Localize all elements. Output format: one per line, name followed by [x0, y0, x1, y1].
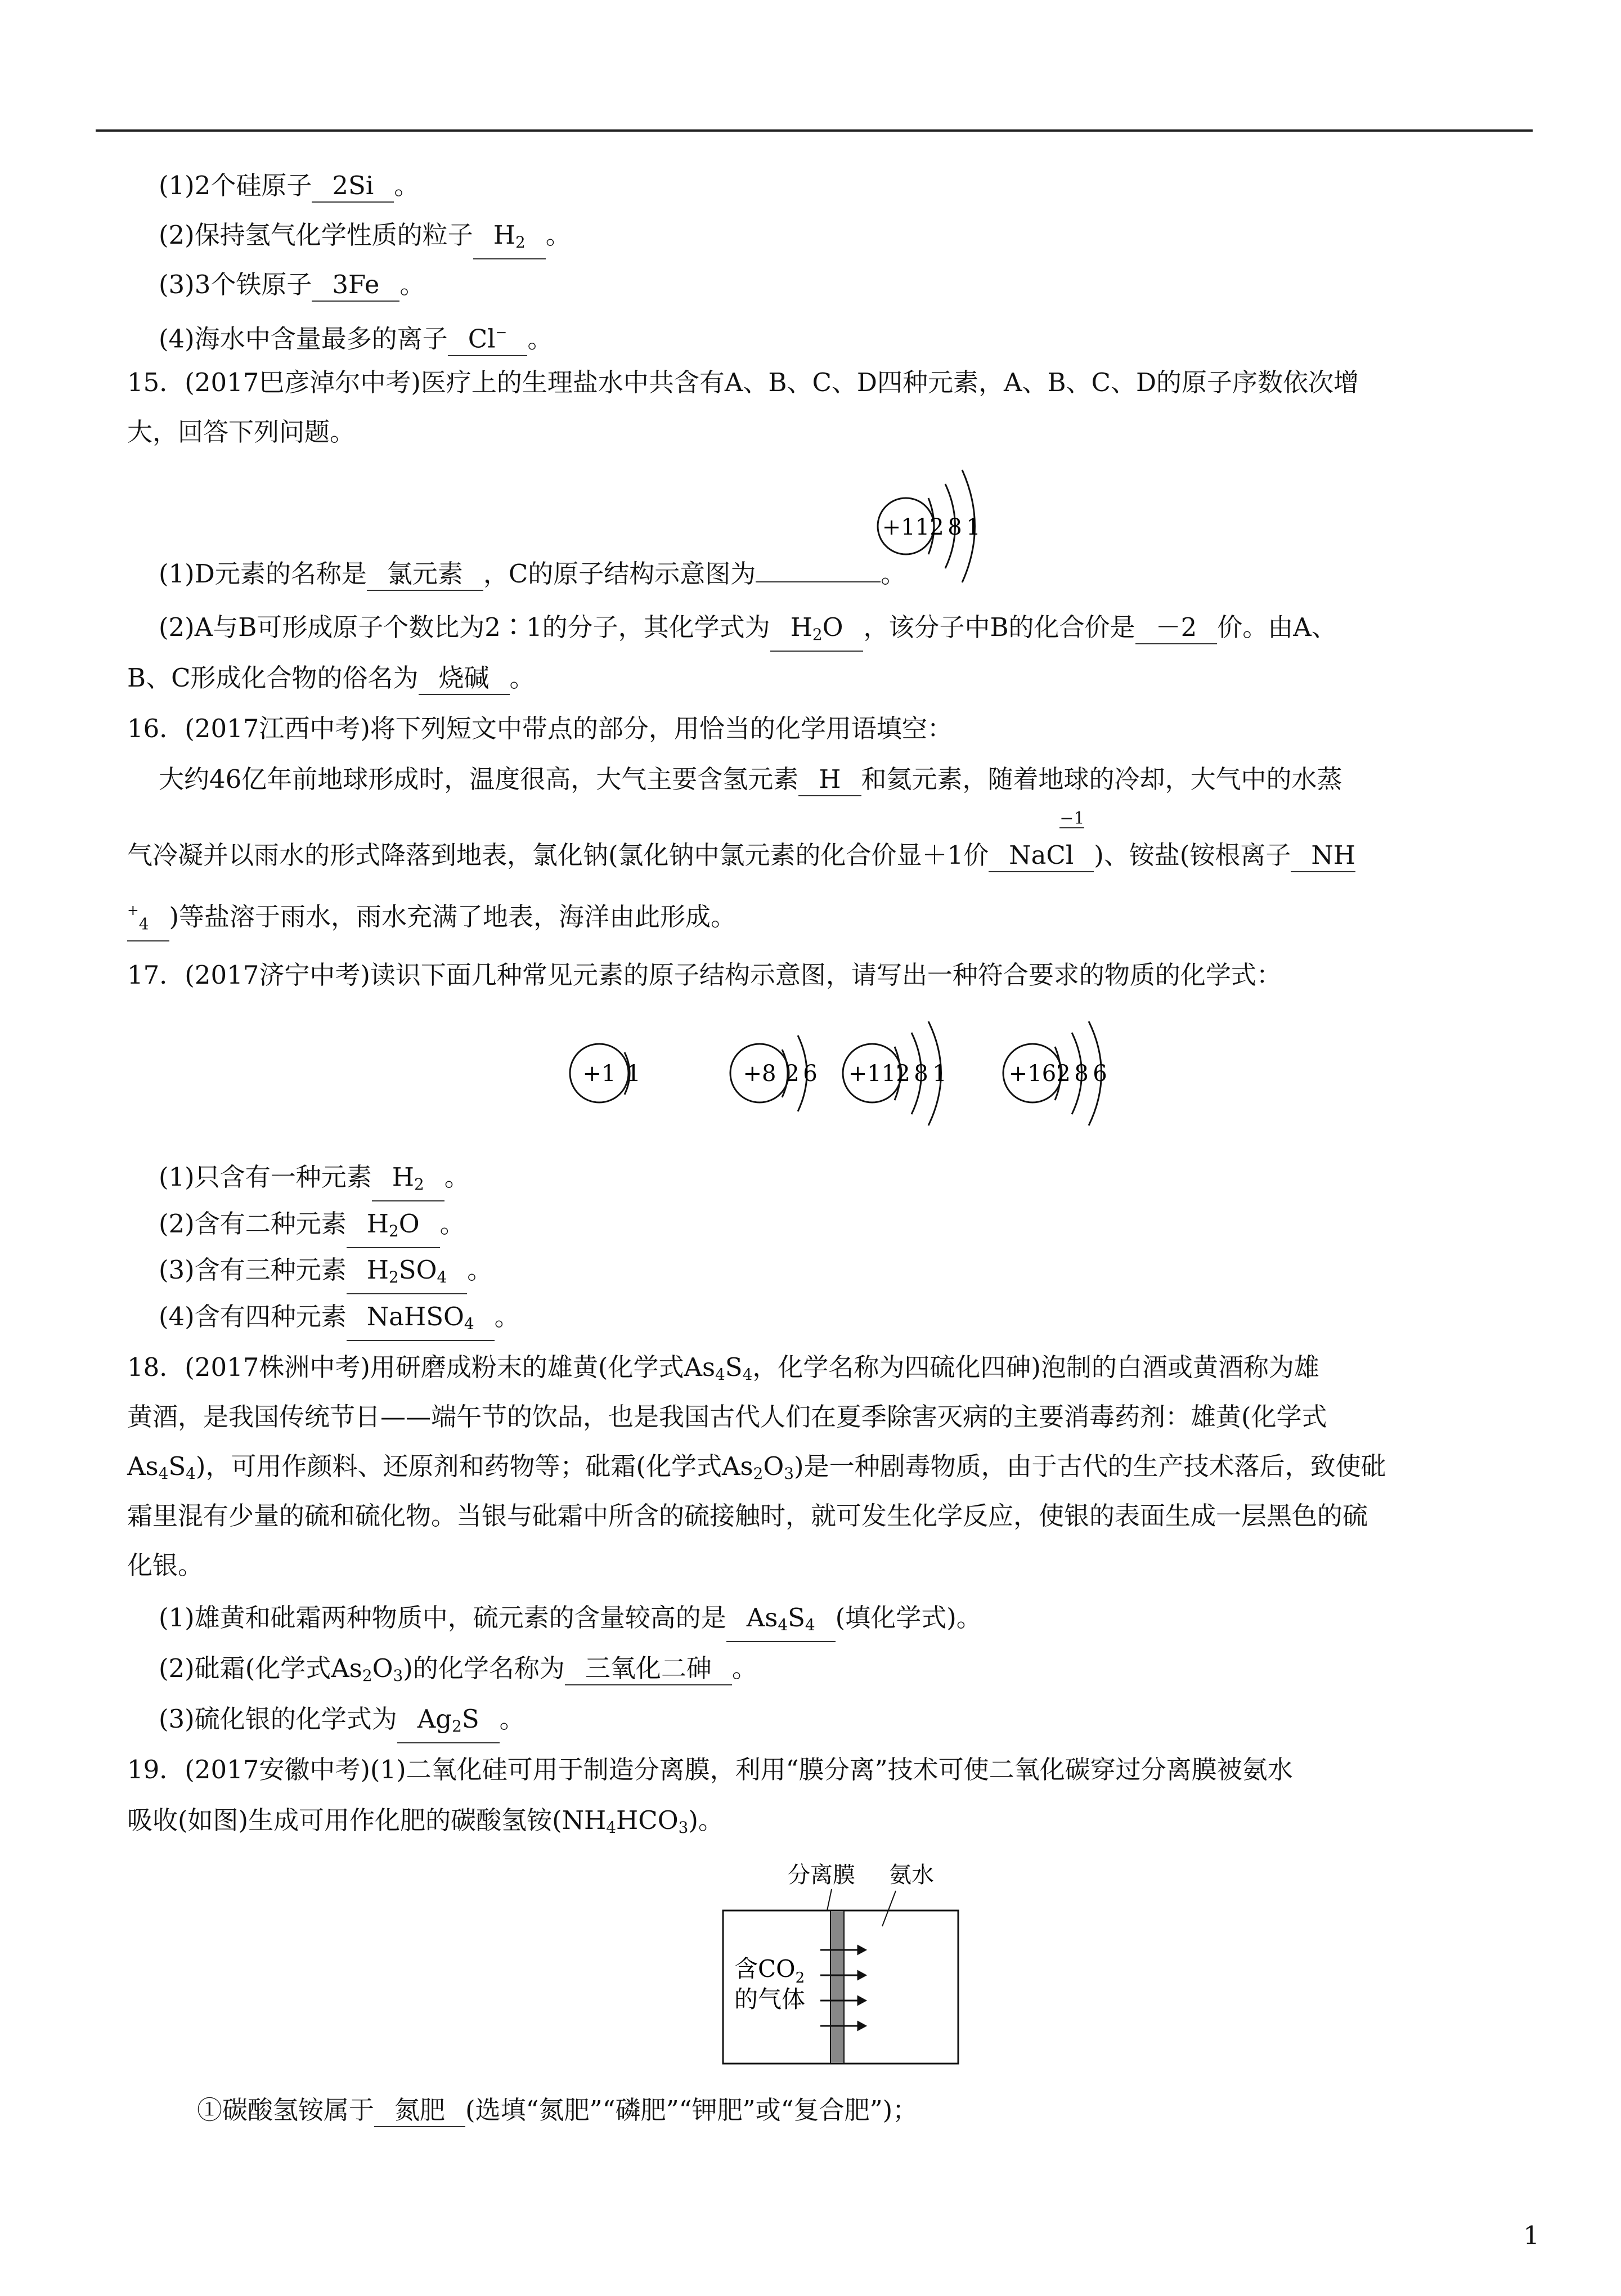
answer-blank: Cl−	[448, 317, 528, 356]
q16-line3: +$_4$ )等盐溶于雨水，雨水充满了地表，海洋由此形成。	[127, 895, 736, 941]
svg-text:+11: +11	[848, 1061, 896, 1087]
q15-stem-line1: 15．(2017巴彦淖尔中考)医疗上的生理盐水中共含有A、B、C、D四种元素，A、B、C、D的原子序数依次增	[127, 367, 1359, 397]
q17-part3: (3)含有三种元素 $H_2SO_4$ 。	[159, 1253, 492, 1294]
membrane-pointer	[827, 1889, 832, 1911]
svg-text:1: 1	[626, 1061, 641, 1087]
answer-blank: $H_2$	[372, 1162, 444, 1201]
q17-part1: (1)只含有一种元素 $H_2$ 。	[159, 1160, 470, 1201]
q18-line3: $As_4S_4$)，可用作颜料、还原剂和药物等；砒霜(化学式$As_2O_3$)是一种剧毒物质，由于古代的生产技术落后，致使砒	[127, 1451, 1386, 1483]
answer-blank: $H_2SO_4$	[347, 1254, 467, 1294]
q14-part2: (2)保持氢气化学性质的粒子 $H_2$ 。	[159, 218, 571, 259]
gas-label-line1: 含$CO_2$	[734, 1955, 805, 1986]
q18-part1: (1)雄黄和砒霜两种物质中，硫元素的含量较高的是 $As_4S_4$ (填化学式)。	[159, 1601, 982, 1642]
header-rule	[96, 129, 1533, 132]
q18-line5: 化银。	[127, 1550, 204, 1580]
answer-blank: +$_4$	[127, 895, 169, 941]
q17-part4: (4)含有四种元素 NaHSO$_4$ 。	[159, 1300, 520, 1341]
answer-blank: 3Fe	[312, 269, 399, 302]
page-number: 1	[1523, 2221, 1539, 2250]
answer-blank: $H_2O$	[770, 612, 864, 652]
q18-line2: 黄酒，是我国传统节日——端午节的饮品，也是我国古代人们在夏季除害灭病的主要消毒药剂：雄黄(化学式	[127, 1402, 1327, 1432]
answer-blank: $H_2$	[473, 219, 546, 259]
answer-blank: 氯元素	[367, 558, 483, 591]
shell-count-3: 1	[966, 514, 981, 540]
answer-blank: 三氧化二砷	[565, 1653, 732, 1685]
q17-atom-diagrams	[560, 1021, 1145, 1134]
q18-part2: (2)砒霜(化学式$As_2O_3$)的化学名称为 三氧化二砷 。	[159, 1653, 757, 1685]
svg-text:2: 2	[896, 1061, 910, 1087]
q14-part4: (4)海水中含量最多的离子 Cl− 。	[159, 317, 553, 356]
ammonia-pointer	[882, 1891, 896, 1926]
q14-part3: (3)3个铁原子 3Fe 。	[159, 268, 425, 302]
answer-blank: 烧碱	[419, 662, 510, 695]
q15-part2-line1: (2)A与B可形成原子个数比为2∶1的分子，其化学式为 $H_2O$ ，该分子中B的化合价是 －2 价。由A、	[159, 611, 1337, 652]
gas-label-line2: 的气体	[734, 1985, 806, 2013]
q15-part2-line2: B、C形成化合物的俗名为 烧碱 。	[127, 661, 535, 695]
q19-line1: 19．(2017安徽中考)(1)二氧化硅可用于制造分离膜，利用“膜分离”技术可使二氧化碳穿过分离膜被氨水	[127, 1755, 1293, 1784]
svg-text:2: 2	[1056, 1061, 1071, 1087]
atom-sodium	[843, 1021, 947, 1125]
shell-count-2: 8	[948, 514, 962, 540]
q17-stem: 17．(2017济宁中考)读识下面几种常见元素的原子结构示意图，请写出一种符合要求的物质的化学式：	[127, 960, 1282, 990]
answer-blank: 氮肥	[374, 2095, 465, 2127]
q14-part1: (1)2个硅原子 2Si 。	[159, 169, 419, 203]
answer-blank: NH	[1291, 840, 1355, 872]
q16-line1: 大约46亿年前地球形成时，温度很高，大气主要含氢元素 H 和氦元素，随着地球的冷却，大气中的水蒸	[159, 763, 1342, 796]
answer-blank: 2Si	[312, 170, 394, 203]
svg-text:+16: +16	[1008, 1061, 1057, 1087]
answer-blank: $As_4S_4$	[726, 1602, 836, 1642]
atom-oxygen	[730, 1035, 818, 1111]
q18-part3: (3)硫化银的化学式为 $Ag_2S$ 。	[159, 1702, 525, 1743]
atom-sulfur	[1003, 1021, 1107, 1125]
membrane-separation-diagram	[720, 1854, 973, 2068]
ammonia-label: 氨水	[889, 1862, 934, 1888]
valence-mark: −1	[1059, 809, 1085, 828]
membrane-bar	[830, 1911, 844, 2064]
membrane-label: 分离膜	[788, 1862, 855, 1888]
svg-text:1: 1	[932, 1061, 947, 1087]
q15-part1: (1)D元素的名称是 氯元素 ，C的原子结构示意图为 。	[159, 557, 906, 591]
answer-blank: NaHSO$_4$	[347, 1301, 495, 1341]
answer-blank: $Ag_2S$	[397, 1703, 500, 1743]
svg-text:6: 6	[1093, 1061, 1107, 1087]
svg-text:+8: +8	[743, 1061, 776, 1087]
atom-hydrogen	[570, 1044, 641, 1102]
q19-part1: ①碳酸氢铵属于 氮肥 (选填“氮肥”“磷肥”“钾肥”或“复合肥”)；	[197, 2093, 918, 2127]
answer-blank: NaCl −1	[989, 840, 1094, 872]
q16-line2: 气冷凝并以雨水的形式降落到地表，氯化钠(氯化钠中氯元素的化合价显＋1价 NaCl −1 )、铵盐(铵根离子 NH	[127, 838, 1355, 872]
q18-line1: 18．(2017株洲中考)用研磨成粉末的雄黄(化学式$As_4S_4$，化学名称为四硫化四砷)泡制的白酒或黄酒称为雄	[127, 1352, 1319, 1384]
shell-count-1: 2	[930, 514, 944, 540]
svg-text:+1: +1	[582, 1061, 616, 1087]
svg-text:8: 8	[1074, 1061, 1089, 1087]
q15-stem-line2: 大，回答下列问题。	[127, 417, 356, 447]
q18-line4: 霜里混有少量的硫和硫化物。当银与砒霜中所含的硫接触时，就可发生化学反应，使银的表面生成一层黑色的硫	[127, 1501, 1368, 1531]
answer-blank-diagram	[756, 581, 881, 582]
answer-blank: $H_2O$	[347, 1208, 440, 1248]
answer-blank: －2	[1135, 612, 1218, 644]
q16-stem: 16．(2017江西中考)将下列短文中带点的部分，用恰当的化学用语填空：	[127, 714, 953, 743]
svg-text:2: 2	[785, 1061, 800, 1087]
q19-line2: 吸收(如图)生成可用作化肥的碳酸氢铵$(NH_4HCO_3)$。	[127, 1805, 724, 1837]
q17-part2: (2)含有二种元素 $H_2O$ 。	[159, 1207, 465, 1248]
svg-text:8: 8	[914, 1061, 928, 1087]
nucleus-charge: +11	[882, 514, 930, 540]
answer-blank: H	[798, 764, 861, 796]
svg-text:6: 6	[803, 1061, 818, 1087]
